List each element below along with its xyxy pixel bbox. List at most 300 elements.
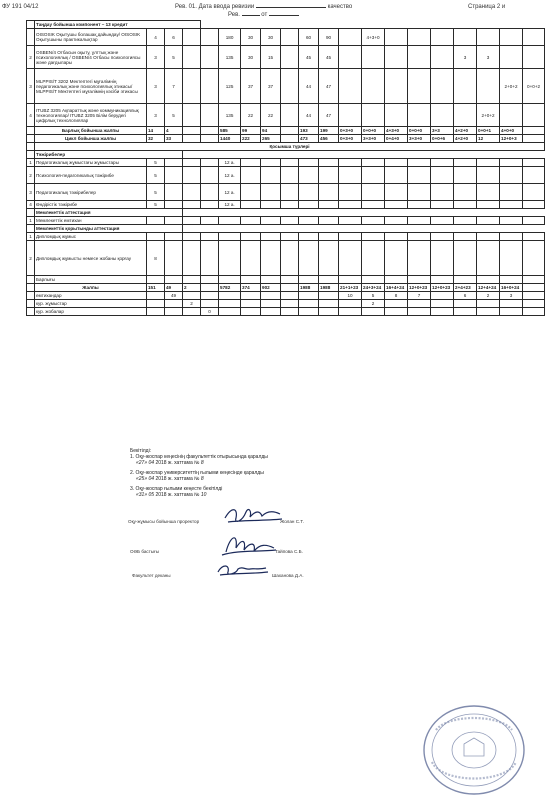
table-cell: 30 <box>261 29 281 46</box>
approval-note-1-date <box>136 460 268 466</box>
table-cell: 22 <box>241 104 261 127</box>
approval-note-2-number: 8 <box>200 476 204 482</box>
table-row <box>27 21 545 29</box>
table-cell: 5 <box>147 184 165 201</box>
table-cell: 45 <box>299 46 319 69</box>
table-cell <box>523 184 545 201</box>
table-cell <box>339 167 362 184</box>
table-cell <box>241 308 261 316</box>
table-cell <box>281 29 299 46</box>
table-row <box>27 308 545 316</box>
table-row <box>27 276 545 284</box>
table-cell <box>500 184 523 201</box>
table-cell <box>454 69 477 104</box>
table-cell <box>500 29 523 46</box>
table-cell <box>183 167 201 184</box>
signature-row-2 <box>130 549 159 554</box>
table-cell <box>27 21 35 29</box>
table-cell <box>431 184 454 201</box>
table-cell <box>477 300 500 308</box>
table-cell <box>201 127 219 135</box>
table-row <box>27 184 545 201</box>
table-cell <box>523 167 545 184</box>
table-cell <box>281 217 299 225</box>
table-cell: 1 <box>27 159 35 167</box>
table-cell-name: Өндірістік тәжірибе <box>35 201 147 209</box>
table-cell <box>385 159 408 167</box>
table-cell <box>319 308 339 316</box>
signature-role-2: ОӘБ бастығы <box>130 549 160 554</box>
table-cell <box>219 217 241 225</box>
revision-line <box>175 4 352 10</box>
table-cell <box>477 159 500 167</box>
table-row <box>27 159 545 167</box>
table-cell <box>261 201 281 209</box>
table-cell <box>281 201 299 209</box>
table-cell <box>281 284 299 292</box>
table-cell <box>201 233 219 241</box>
table-cell <box>147 300 165 308</box>
table-cell <box>454 308 477 316</box>
table-cell <box>299 308 319 316</box>
table-cell <box>408 29 431 46</box>
table-cell <box>362 159 385 167</box>
table-cell: 3 <box>147 69 165 104</box>
table-cell: 0+0+1 <box>477 127 500 135</box>
signature-name-1: Жолан С.Т. <box>280 519 304 524</box>
table-cell <box>362 217 385 225</box>
table-cell <box>477 308 500 316</box>
table-cell: 4+3+0 <box>385 127 408 135</box>
table-cell <box>281 300 299 308</box>
table-cell: 2 <box>183 300 201 308</box>
table-row <box>27 104 545 127</box>
table-cell <box>523 292 545 300</box>
table-cell <box>523 46 545 69</box>
table-cell <box>431 201 454 209</box>
table-row <box>27 300 545 308</box>
curriculum-table <box>26 20 545 316</box>
table-cell <box>385 69 408 104</box>
table-cell: 1 <box>27 217 35 225</box>
signature-name-3: Шаханова Д.А. <box>272 573 304 578</box>
table-cell: 2 <box>183 284 201 292</box>
signature-1-graphic <box>222 502 284 528</box>
table-cell <box>339 69 362 104</box>
table-cell <box>500 159 523 167</box>
table-cell-name: Барлығы <box>35 276 147 284</box>
table-cell <box>147 308 165 316</box>
table-cell: 1 <box>27 233 35 241</box>
table-cell <box>183 184 201 201</box>
table-cell-name: ITUBZ 3205 Ақпараттық және коммуникациялық технологиялар/ ITUBZ 3205 Білім берудегі цифрлық технологиялар <box>35 104 147 127</box>
table-cell: 4 <box>27 201 35 209</box>
table-cell <box>454 167 477 184</box>
table-cell <box>281 292 299 300</box>
table-cell <box>454 300 477 308</box>
table-cell <box>385 241 408 276</box>
table-cell <box>201 201 219 209</box>
university-stamp-graphic <box>418 700 530 800</box>
table-cell <box>454 159 477 167</box>
revision-line-2 <box>228 12 299 18</box>
table-cell <box>183 292 201 300</box>
approval-note-2-tail: 2018 ж. хаттама № <box>155 476 200 482</box>
approval-note-2-date <box>136 476 268 482</box>
table-cell <box>165 308 183 316</box>
table-cell: 2+0+2 <box>477 104 500 127</box>
table-row <box>27 143 545 151</box>
table-cell <box>201 276 219 284</box>
approval-note-3-text: 3. Оқу-жоспар ғылыми кеңесте бекітілді <box>130 486 223 492</box>
revision-date-label: от <box>261 12 268 18</box>
table-cell: 6 <box>165 29 183 46</box>
signature-name-2: Тайпова С.Б. <box>275 549 303 554</box>
table-cell <box>27 151 35 159</box>
table-cell <box>362 276 385 284</box>
table-cell: 5 <box>165 46 183 69</box>
table-cell <box>27 29 35 46</box>
table-cell: 3 <box>147 104 165 127</box>
table-cell: 2 <box>27 241 35 276</box>
table-cell <box>523 127 545 135</box>
table-cell: 12 а. <box>219 184 241 201</box>
table-cell <box>27 292 35 300</box>
table-cell: 1988 <box>319 284 339 292</box>
table-cell <box>147 233 165 241</box>
table-cell: 180 <box>219 29 241 46</box>
table-cell <box>385 217 408 225</box>
table-cell <box>201 29 219 46</box>
table-row <box>27 217 545 225</box>
table-cell: 8 <box>385 292 408 300</box>
table-cell: 7 <box>408 292 431 300</box>
table-cell: 49 <box>165 292 183 300</box>
table-cell <box>477 276 500 284</box>
table-cell-name: Мемлекеттік аттестация <box>35 209 183 217</box>
table-cell <box>431 241 454 276</box>
table-cell <box>339 29 362 46</box>
table-cell <box>523 284 545 292</box>
table-cell: 265 <box>261 135 281 143</box>
table-cell <box>431 233 454 241</box>
table-cell <box>27 300 35 308</box>
table-cell <box>319 233 339 241</box>
table-cell <box>319 292 339 300</box>
table-cell: 47 <box>319 104 339 127</box>
table-cell: 14 <box>147 127 165 135</box>
table-row <box>27 292 545 300</box>
table-cell <box>183 127 201 135</box>
table-cell <box>201 300 219 308</box>
table-cell <box>261 233 281 241</box>
table-cell <box>281 69 299 104</box>
table-cell-name: Таңдау бойынша компонент – 13 кредит <box>35 21 201 29</box>
approval-note-1-tail: 2018 ж. хаттама № <box>155 460 200 466</box>
table-cell <box>27 284 35 292</box>
table-cell <box>339 276 362 284</box>
table-cell <box>27 308 35 316</box>
table-cell: 44 <box>299 69 319 104</box>
table-cell: 90 <box>319 29 339 46</box>
table-cell <box>431 29 454 46</box>
table-cell: 12 <box>477 135 500 143</box>
table-cell <box>201 284 219 292</box>
table-cell: 4 <box>165 127 183 135</box>
table-cell <box>201 159 219 167</box>
table-cell <box>165 167 183 184</box>
page-number: Страница 2 и <box>468 4 506 10</box>
table-cell: 12 а. <box>219 167 241 184</box>
table-cell <box>281 308 299 316</box>
table-cell <box>183 46 201 69</box>
table-cell <box>241 201 261 209</box>
table-cell <box>500 241 523 276</box>
table-cell <box>261 276 281 284</box>
table-cell <box>27 225 35 233</box>
table-cell: 0+0+2 <box>523 69 545 104</box>
table-cell: 135 <box>219 104 241 127</box>
table-cell <box>362 233 385 241</box>
table-cell <box>454 241 477 276</box>
table-cell <box>201 167 219 184</box>
table-cell <box>385 184 408 201</box>
table-cell-name: Тәжірибелер <box>35 151 183 159</box>
table-cell <box>431 69 454 104</box>
table-cell <box>385 46 408 69</box>
table-cell <box>477 233 500 241</box>
table-row <box>27 151 545 159</box>
table-cell <box>408 233 431 241</box>
table-cell <box>454 276 477 284</box>
table-cell: 125 <box>219 69 241 104</box>
table-cell <box>201 104 219 127</box>
table-cell <box>165 159 183 167</box>
table-cell-name: OISOSIK Оқытушы болашақ дайындау/ OISOSIK Оқытушыны практикалықтар <box>35 29 147 46</box>
table-row <box>27 233 545 241</box>
table-cell <box>281 46 299 69</box>
table-cell: 12+4+24 <box>477 284 500 292</box>
table-cell: 0+0+0 <box>362 127 385 135</box>
table-cell: 10 <box>339 292 362 300</box>
table-cell <box>500 217 523 225</box>
table-cell <box>281 159 299 167</box>
table-cell: 4+2+0 <box>454 135 477 143</box>
table-cell <box>241 217 261 225</box>
table-cell-name: Дипломдық жұмысты немесе жобаны қорғау <box>35 241 147 276</box>
table-cell <box>27 209 35 217</box>
table-cell: 0+4+0 <box>385 135 408 143</box>
table-cell <box>261 300 281 308</box>
table-row <box>27 284 545 292</box>
table-cell: 7 <box>165 69 183 104</box>
table-cell <box>477 29 500 46</box>
table-cell <box>281 241 299 276</box>
table-cell-name: Қосымша түрлері <box>35 143 545 151</box>
table-cell <box>261 184 281 201</box>
table-row <box>27 127 545 135</box>
table-cell: 12+0+23 <box>408 284 431 292</box>
table-cell <box>339 241 362 276</box>
table-cell <box>362 167 385 184</box>
table-cell: 47 <box>319 69 339 104</box>
table-cell <box>299 292 319 300</box>
table-cell: 12+0+23 <box>431 284 454 292</box>
table-cell <box>183 217 201 225</box>
table-cell <box>183 201 201 209</box>
table-cell-name: Барлық бойынша жалпы <box>35 127 147 135</box>
doc-code: ФУ 191 04/12 <box>2 4 39 10</box>
table-cell-name: Мемлекеттік емтихан <box>35 217 147 225</box>
table-cell: 2 <box>27 167 35 184</box>
table-cell <box>339 184 362 201</box>
table-cell: 222 <box>241 135 261 143</box>
table-cell: 3 <box>147 46 165 69</box>
table-cell <box>339 300 362 308</box>
table-cell <box>339 104 362 127</box>
table-cell <box>27 135 35 143</box>
table-cell <box>431 292 454 300</box>
table-cell <box>408 104 431 127</box>
table-cell <box>183 241 201 276</box>
table-cell <box>219 292 241 300</box>
table-cell: 3+3 <box>431 127 454 135</box>
table-cell <box>523 29 545 46</box>
table-cell <box>281 127 299 135</box>
table-cell <box>523 276 545 284</box>
table-cell-name: Педагогикалық тәжірибелер <box>35 184 147 201</box>
table-cell <box>362 69 385 104</box>
table-cell: 16+4+24 <box>385 284 408 292</box>
table-cell <box>523 135 545 143</box>
table-cell <box>385 104 408 127</box>
table-cell <box>147 276 165 284</box>
table-cell <box>408 167 431 184</box>
table-cell <box>408 184 431 201</box>
table-cell <box>431 276 454 284</box>
table-cell: 135 <box>219 46 241 69</box>
table-cell <box>408 308 431 316</box>
table-cell <box>219 308 241 316</box>
revision-date-blank <box>269 15 299 16</box>
table-cell <box>319 241 339 276</box>
table-cell <box>165 201 183 209</box>
table-cell <box>319 184 339 201</box>
table-cell: 3+3+0 <box>362 135 385 143</box>
table-cell: 3 <box>477 46 500 69</box>
approval-note-3-day: «31» 05 <box>136 492 155 498</box>
table-cell: 3+3+0 <box>408 135 431 143</box>
approval-note-3-date <box>136 492 268 498</box>
signature-role-1: Оқу-жұмысы бойынша проректор <box>128 519 200 524</box>
table-cell <box>183 276 201 284</box>
table-row <box>27 69 545 104</box>
table-cell <box>362 308 385 316</box>
table-cell <box>319 167 339 184</box>
table-cell <box>299 159 319 167</box>
table-cell <box>523 217 545 225</box>
table-cell <box>339 201 362 209</box>
signature-3-graphic <box>214 560 270 580</box>
table-cell: 37 <box>261 69 281 104</box>
table-cell <box>385 276 408 284</box>
table-cell: 30 <box>241 29 261 46</box>
table-cell <box>408 217 431 225</box>
table-cell <box>147 292 165 300</box>
table-cell-name: Дипломдық жұмыс <box>35 233 147 241</box>
table-cell <box>339 46 362 69</box>
table-row <box>27 241 545 276</box>
table-cell <box>339 308 362 316</box>
table-cell <box>408 201 431 209</box>
table-cell: 2+4+23 <box>454 284 477 292</box>
table-cell <box>431 104 454 127</box>
table-cell <box>219 233 241 241</box>
table-cell: 15 <box>261 46 281 69</box>
table-cell <box>454 104 477 127</box>
table-cell <box>362 184 385 201</box>
table-cell <box>27 276 35 284</box>
table-cell: 49 <box>165 284 183 292</box>
signature-2-graphic <box>220 530 278 558</box>
table-cell <box>408 300 431 308</box>
table-cell <box>281 167 299 184</box>
approval-title: Бекітілді: <box>130 448 152 454</box>
table-cell <box>201 69 219 104</box>
table-cell <box>219 276 241 284</box>
table-cell: 12 а. <box>219 201 241 209</box>
table-cell <box>201 241 219 276</box>
approval-note-2-text: 2. Оқу-жоспар университеттің ғылыми кеңесінде қаралды <box>130 470 264 476</box>
table-cell-name: Жалпы <box>35 284 147 292</box>
signature-row-1 <box>128 519 199 524</box>
table-cell <box>385 29 408 46</box>
table-cell <box>27 143 35 151</box>
table-cell <box>183 233 201 241</box>
table-cell <box>500 300 523 308</box>
table-cell <box>500 276 523 284</box>
table-cell: 5 <box>147 159 165 167</box>
table-cell <box>261 292 281 300</box>
table-cell: 94 <box>261 127 281 135</box>
revision-suffix: качество <box>327 4 353 10</box>
table-cell <box>183 104 201 127</box>
table-cell <box>241 159 261 167</box>
table-row <box>27 209 545 217</box>
table-cell: 473 <box>299 135 319 143</box>
table-cell <box>408 241 431 276</box>
table-cell: 4+2+0 <box>454 127 477 135</box>
table-cell: 0+3+0 <box>339 127 362 135</box>
table-cell: 193 <box>299 127 319 135</box>
table-cell: 5782 <box>219 284 241 292</box>
table-cell: 99 <box>241 127 261 135</box>
table-cell <box>477 217 500 225</box>
approval-note-3-number: 10 <box>200 492 207 498</box>
table-cell <box>408 46 431 69</box>
table-cell <box>281 233 299 241</box>
table-cell <box>523 241 545 276</box>
table-cell-name: OSBEN/4 Отбасын оқыту, ұлттық және психологиялық / OSBEN/4 Отбасы психологиясы және дағдылары <box>35 46 147 69</box>
table-cell: 1440 <box>219 135 241 143</box>
table-cell: 4 <box>27 104 35 127</box>
table-cell: 2 <box>27 46 35 69</box>
table-cell <box>362 104 385 127</box>
table-cell <box>299 276 319 284</box>
table-cell: 8 <box>147 241 165 276</box>
table-cell: 3 <box>27 69 35 104</box>
table-cell <box>339 233 362 241</box>
